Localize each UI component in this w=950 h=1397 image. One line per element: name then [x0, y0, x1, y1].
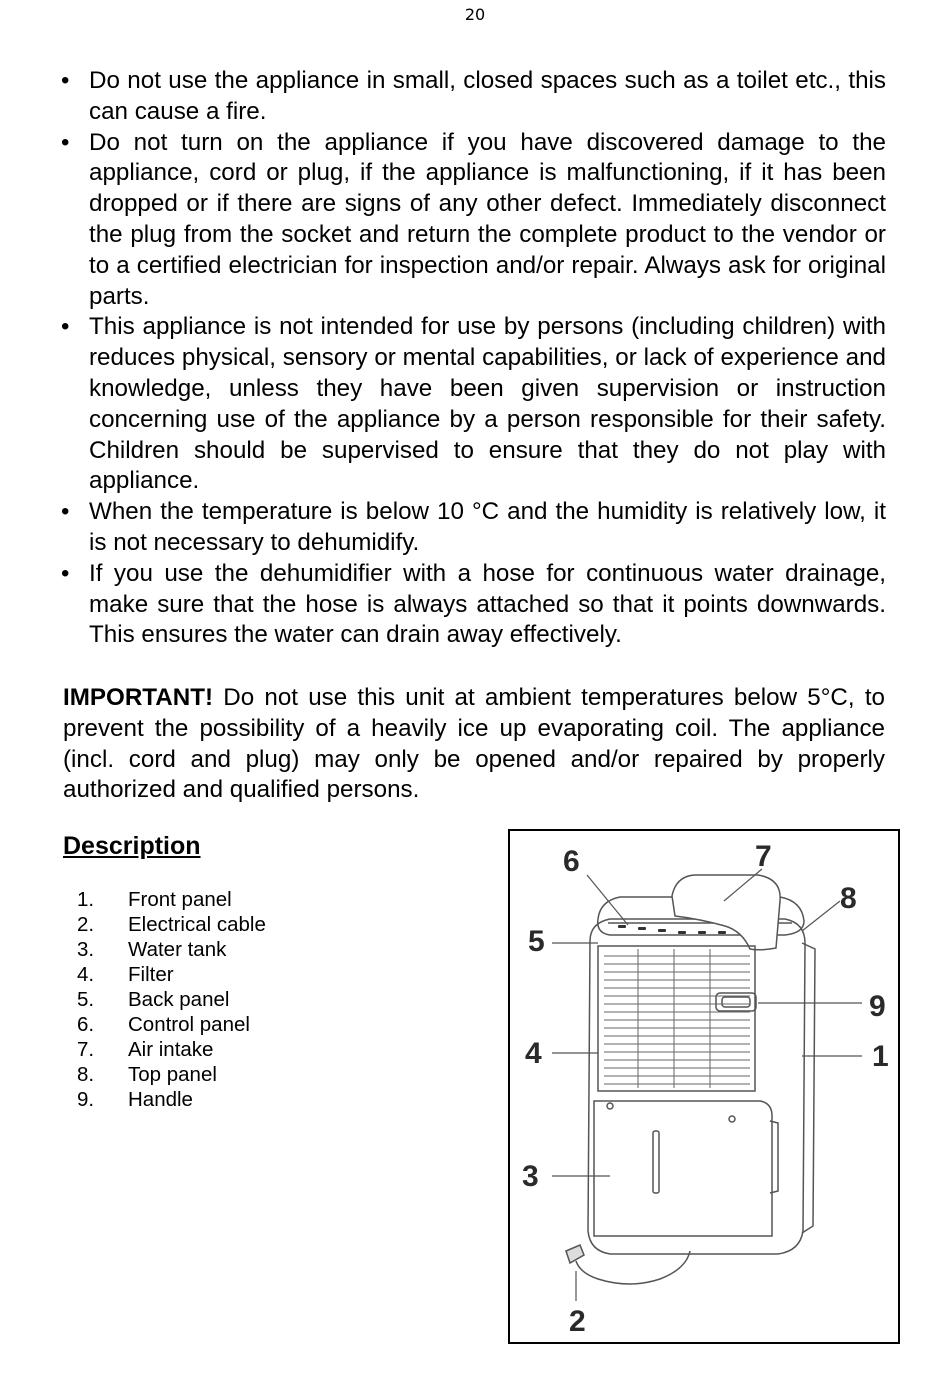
- leader-line-6: [587, 875, 628, 925]
- appliance-drawing: [588, 875, 815, 1254]
- water-level-window: [653, 1131, 659, 1193]
- part-number: 9.: [77, 1088, 95, 1111]
- description-heading: Description: [63, 832, 201, 860]
- callout-4: 4: [525, 1037, 542, 1070]
- callout-8: 8: [840, 882, 857, 915]
- bullet-dot: •: [61, 559, 70, 587]
- bullet-dot: •: [61, 313, 70, 341]
- part-label: Front panel: [128, 888, 232, 911]
- part-label: Air intake: [128, 1038, 214, 1061]
- bullet-item: [60, 66, 886, 128]
- important-label: IMPORTANT!: [63, 684, 214, 711]
- parts-list: [63, 887, 443, 1112]
- part-item: [63, 987, 443, 1012]
- bullet-text: When the temperature is below 10 °C and the humidity is relatively low, it is not necessary to dehumidify.: [89, 498, 886, 556]
- part-label: Top panel: [128, 1063, 217, 1086]
- part-number: 7.: [77, 1038, 95, 1061]
- handle-grip: [722, 997, 750, 1007]
- callout-6: 6: [563, 845, 580, 878]
- part-label: Back panel: [128, 988, 230, 1011]
- important-notice: [63, 683, 885, 806]
- bullet-text: If you use the dehumidifier with a hose for continuous water drainage, make sure that the hose is always attached so that it points downwards. This ensures the water can drain away effectively.: [89, 559, 886, 649]
- dehumidifier-illustration: [510, 831, 898, 1342]
- air-intake-flap: [672, 875, 780, 950]
- filter-grille: [604, 949, 750, 1088]
- bullet-item: [60, 128, 886, 313]
- callout-7: 7: [755, 840, 772, 873]
- safety-bullet-list: [60, 66, 886, 651]
- water-tank: [594, 1101, 778, 1236]
- part-label: Handle: [128, 1088, 193, 1111]
- callout-2: 2: [569, 1305, 586, 1338]
- part-number: 1.: [77, 888, 95, 911]
- part-number: 4.: [77, 963, 95, 986]
- part-number: 8.: [77, 1063, 95, 1086]
- tank-grip: [770, 1121, 778, 1193]
- part-item: [63, 1087, 443, 1112]
- callout-9: 9: [869, 990, 886, 1023]
- part-number: 3.: [77, 938, 95, 961]
- part-item: [63, 912, 443, 937]
- part-item: [63, 1037, 443, 1062]
- callout-3: 3: [522, 1160, 539, 1193]
- part-label: Electrical cable: [128, 913, 266, 936]
- bullet-text: Do not turn on the appliance if you have discovered damage to the appliance, cord or plug, if the appliance is malfunctioning, if it has been dropped or if there are signs of any other defect. Immediately disconnect the plug from the socket and return the complete product to the vendor or to a certified electrician for inspection and/or repair. Always ask for original parts.: [89, 128, 886, 310]
- page-number: 20: [464, 5, 486, 24]
- bullet-text: This appliance is not intended for use by persons (including children) with reduces physical, sensory or mental capabilities, or lack of experience and knowledge, unless they have been given supervision or instruction concerning use of the appliance by a person responsible for their safety. Children should be supervised to ensure that they do not play with appliance.: [89, 313, 886, 495]
- bullet-item: [60, 312, 886, 497]
- callout-5: 5: [528, 925, 545, 958]
- part-item: [63, 937, 443, 962]
- part-item: [63, 962, 443, 987]
- part-label: Control panel: [128, 1013, 250, 1036]
- tank-outline: [594, 1101, 772, 1236]
- part-item: [63, 1012, 443, 1037]
- important-text: Do not use this unit at ambient temperatures below 5°C, to prevent the possibility of a heavily ice up evaporating coil. The appliance (incl. cord and plug) may only be opened and/or repaired by properly authorized and qualified persons.: [63, 684, 885, 804]
- callout-1: 1: [872, 1040, 889, 1073]
- leader-line-8: [802, 901, 840, 931]
- part-number: 6.: [77, 1013, 95, 1036]
- part-item: [63, 1062, 443, 1087]
- dehumidifier-diagram: [508, 829, 900, 1344]
- part-number: 2.: [77, 913, 95, 936]
- bullet-dot: •: [61, 128, 70, 156]
- cable-line: [576, 1251, 690, 1284]
- part-label: Filter: [128, 963, 174, 986]
- part-label: Water tank: [128, 938, 227, 961]
- bullet-item: [60, 497, 886, 559]
- bullet-dot: •: [61, 498, 70, 526]
- tank-latch: [607, 1103, 613, 1109]
- bullet-dot: •: [61, 67, 70, 94]
- bullet-text: Do not use the appliance in small, closed spaces such as a toilet etc., this can cause a fire.: [89, 67, 886, 125]
- part-number: 5.: [77, 988, 95, 1011]
- plug: [566, 1245, 584, 1263]
- filter-frame: [598, 946, 755, 1091]
- part-item: [63, 887, 443, 912]
- bullet-item: [60, 559, 886, 651]
- tank-latch: [729, 1116, 735, 1122]
- electrical-cable-drawing: [566, 1245, 690, 1284]
